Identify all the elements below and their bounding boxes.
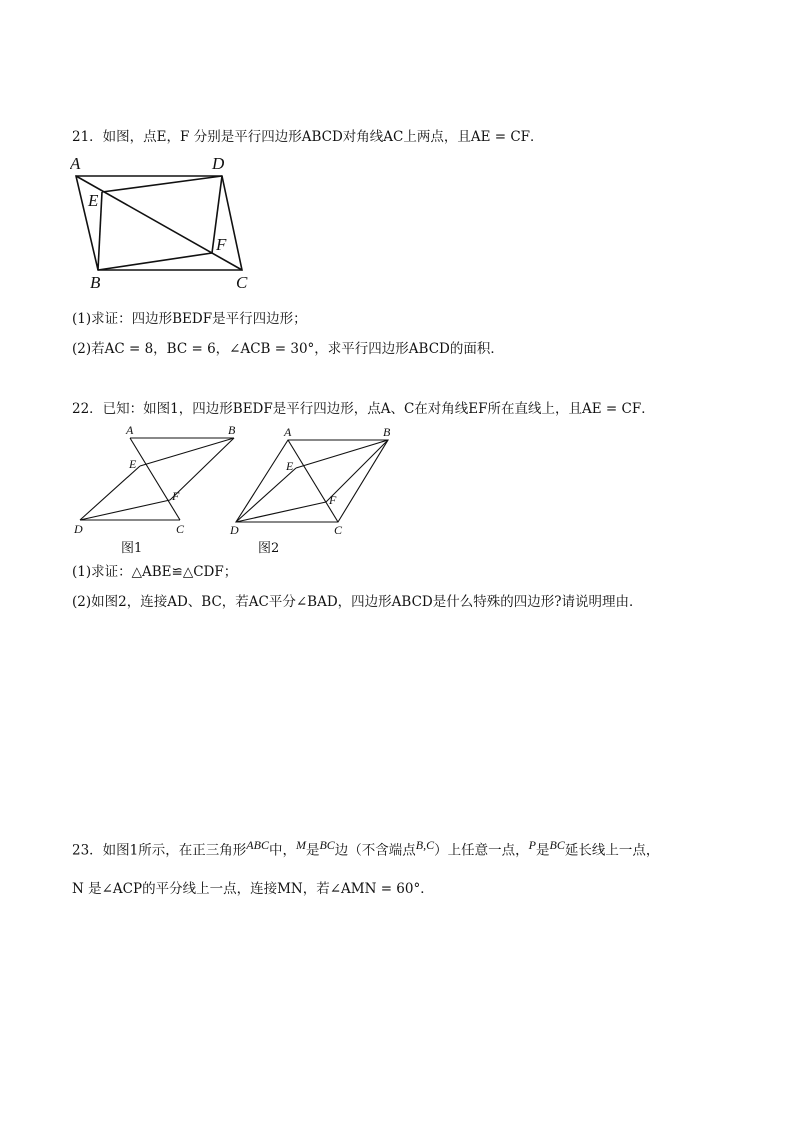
q21-label-c: C bbox=[236, 273, 248, 292]
q21-label-f: F bbox=[216, 235, 227, 254]
q22-f2-label-a: A bbox=[284, 425, 292, 439]
q23-text-a: 23．如图1所示，在正三角形 bbox=[72, 842, 247, 859]
q23-abc: ABC bbox=[246, 838, 269, 852]
q22-f2-quadrilateral-abcd bbox=[236, 440, 388, 522]
q23-m: M bbox=[295, 838, 306, 852]
q21-label-d: D bbox=[212, 154, 225, 173]
q22-f1-label-f: F bbox=[172, 489, 180, 503]
q22-f2-label-f: F bbox=[329, 493, 337, 507]
q23-bc-extension: BC bbox=[549, 838, 565, 852]
q22-figure1 bbox=[72, 422, 252, 540]
q23-p: P bbox=[528, 838, 536, 852]
q22-fig2-caption: 图2 bbox=[258, 541, 280, 556]
q23-text-d: 边（不含端点 bbox=[334, 842, 416, 859]
q22-f1-label-c: C bbox=[176, 522, 185, 536]
q22-f1-label-b: B bbox=[228, 423, 236, 437]
q21-stem: 21．如图，点E，F 分别是平行四边形ABCD对角线AC上两点，且AE = CF． bbox=[72, 129, 544, 145]
q21-part1: (1)求证：四边形BEDF是平行四边形； bbox=[72, 311, 307, 327]
q23-text-e: ）上任意一点， bbox=[434, 842, 529, 859]
q22-f1-label-a: A bbox=[126, 423, 134, 437]
q22-f2-label-d: D bbox=[230, 523, 239, 537]
q21-part2: (2)若AC = 8，BC = 6，∠ACB = 30°，求平行四边形ABCD的面积． bbox=[72, 341, 504, 357]
q23-text-f: 是 bbox=[535, 842, 550, 859]
q22-f1-segment-fd bbox=[80, 500, 170, 520]
q21-segment-ed bbox=[102, 176, 222, 192]
q21-figure bbox=[70, 152, 270, 292]
q23-text-c: 是 bbox=[305, 842, 320, 859]
q23-line2: N 是∠ACP的平分线上一点，连接MN，若∠AMN = 60°． bbox=[72, 881, 434, 897]
q22-f1-segment-de bbox=[80, 466, 140, 520]
q22-f2-label-e: E bbox=[286, 459, 294, 473]
q21-segment-fb bbox=[98, 253, 212, 270]
q22-f2-segment-fd bbox=[236, 502, 326, 522]
q22-part2: (2)如图2，连接AD、BC，若AC平分∠BAD，四边形ABCD是什么特殊的四边形?请说明理由． bbox=[72, 594, 643, 610]
q22-f2-segment-de bbox=[236, 468, 296, 522]
q21-label-b: B bbox=[90, 273, 101, 292]
q21-label-a: A bbox=[70, 154, 81, 173]
q22-f2-diagonal-ac bbox=[288, 440, 338, 522]
q22-f2-label-b: B bbox=[383, 425, 391, 439]
q22-f2-label-c: C bbox=[334, 523, 343, 537]
q21-label-e: E bbox=[88, 191, 99, 210]
q23-text-b: 中， bbox=[268, 842, 296, 859]
q22-part1: (1)求证：△ABE≌△CDF； bbox=[72, 564, 238, 580]
q23-text-g: 延长线上一点， bbox=[564, 842, 660, 859]
q22-stem: 22．已知：如图1，四边形BEDF是平行四边形，点A、C在对角线EF所在直线上，且AE = CF． bbox=[72, 401, 655, 417]
q23-line1 bbox=[72, 836, 659, 860]
q21-segment-be bbox=[98, 192, 102, 270]
q22-f1-label-e: E bbox=[129, 457, 137, 471]
q22-fig1-caption: 图1 bbox=[121, 541, 143, 556]
q22-f1-label-d: D bbox=[74, 522, 83, 536]
q23-bc-endpoints: B,C bbox=[415, 838, 435, 852]
q22-figure2 bbox=[228, 422, 408, 540]
q23-bc: BC bbox=[319, 838, 335, 852]
